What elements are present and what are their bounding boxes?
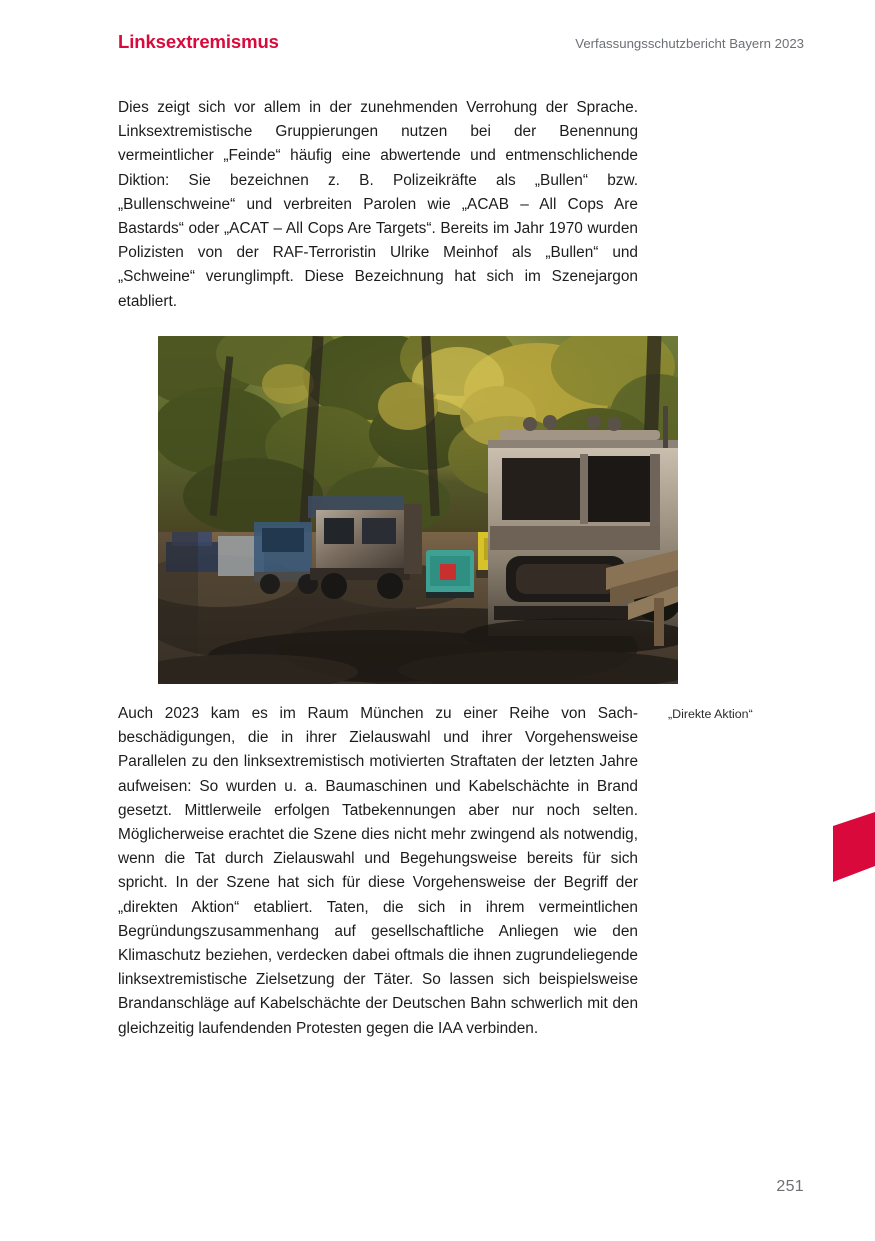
body-paragraph-2-block	[118, 702, 638, 1041]
running-head	[118, 32, 804, 58]
body-paragraph-2: Auch 2023 kam es im Raum München zu einer Reihe von Sachbeschädigungen, die in ihrer Zielauswahl und ihrer Vorgehensweise Parallelen zu den linksextremistisch motivierten Straftaten der letzten Jahre aufweisen: So wurden u. a. Baumaschinen und Kabelschächte in Brand gesetzt. Mittlerweile erfolgen Tatbekennungen aber nur noch selten. Möglicherweise erachtet die Szene dies nicht mehr zwingend als notwendig, wenn die Tat durch Zielauswahl und Begehungsweise bereits für sich spricht. In der Szene hat sich für diese Vorgehensweise der Begriff der „direkten Aktion“ etabliert. Taten, die sich in ihrem vermeintlichen Begründungszusammenhang auf gesellschaftliche Anliegen wie den Klimaschutz beziehen, verdecken dabei oftmals die ihnen zugrundeliegende linksextremistische Zielsetzung der Täter. So lassen sich beispielsweise Brandanschläge auf Kabelschächte der Deutschen Bahn schwerlich mit den gleichzeitig laufendenden Protesten gegen die IAA verbinden.	[118, 705, 638, 1037]
page-section-title: Linksextremismus	[118, 31, 279, 52]
figure-image	[158, 336, 678, 684]
figure-burnt-vehicles	[158, 336, 678, 684]
margin-note-text: „Direkte Aktion“	[668, 707, 753, 721]
report-title: Verfassungsschutzbericht Bayern 2023	[575, 36, 804, 51]
body-paragraph-1-block	[118, 96, 638, 314]
page-number-text: 251	[776, 1178, 804, 1195]
chapter-thumb-tab	[833, 812, 875, 882]
margin-note	[668, 706, 818, 723]
page-number	[776, 1178, 804, 1196]
chevron-right-icon	[833, 812, 875, 882]
body-paragraph-1: Dies zeigt sich vor allem in der zunehmenden Verrohung der Sprache. Linksextremistische Gruppierungen nutzen bei der Benennung vermeintlicher „Feinde“ häufig eine abwertende und entmenschlichende Diktion: Sie bezeichnen z. B. Polizeikräfte als „Bullen“ bzw. „Bullenschweine“ und verbreiten Parolen wie „ACAB – All Cops Are Bastards“ oder „ACAT – All Cops Are Targets“. Bereits im Jahr 1970 wurden Polizisten von der RAF-Terroristin Ulrike Meinhof als „Bullen“ und „Schweine“ verunglimpft. Diese Bezeichnung hat sich im Szenejargon etabliert.	[118, 99, 638, 310]
